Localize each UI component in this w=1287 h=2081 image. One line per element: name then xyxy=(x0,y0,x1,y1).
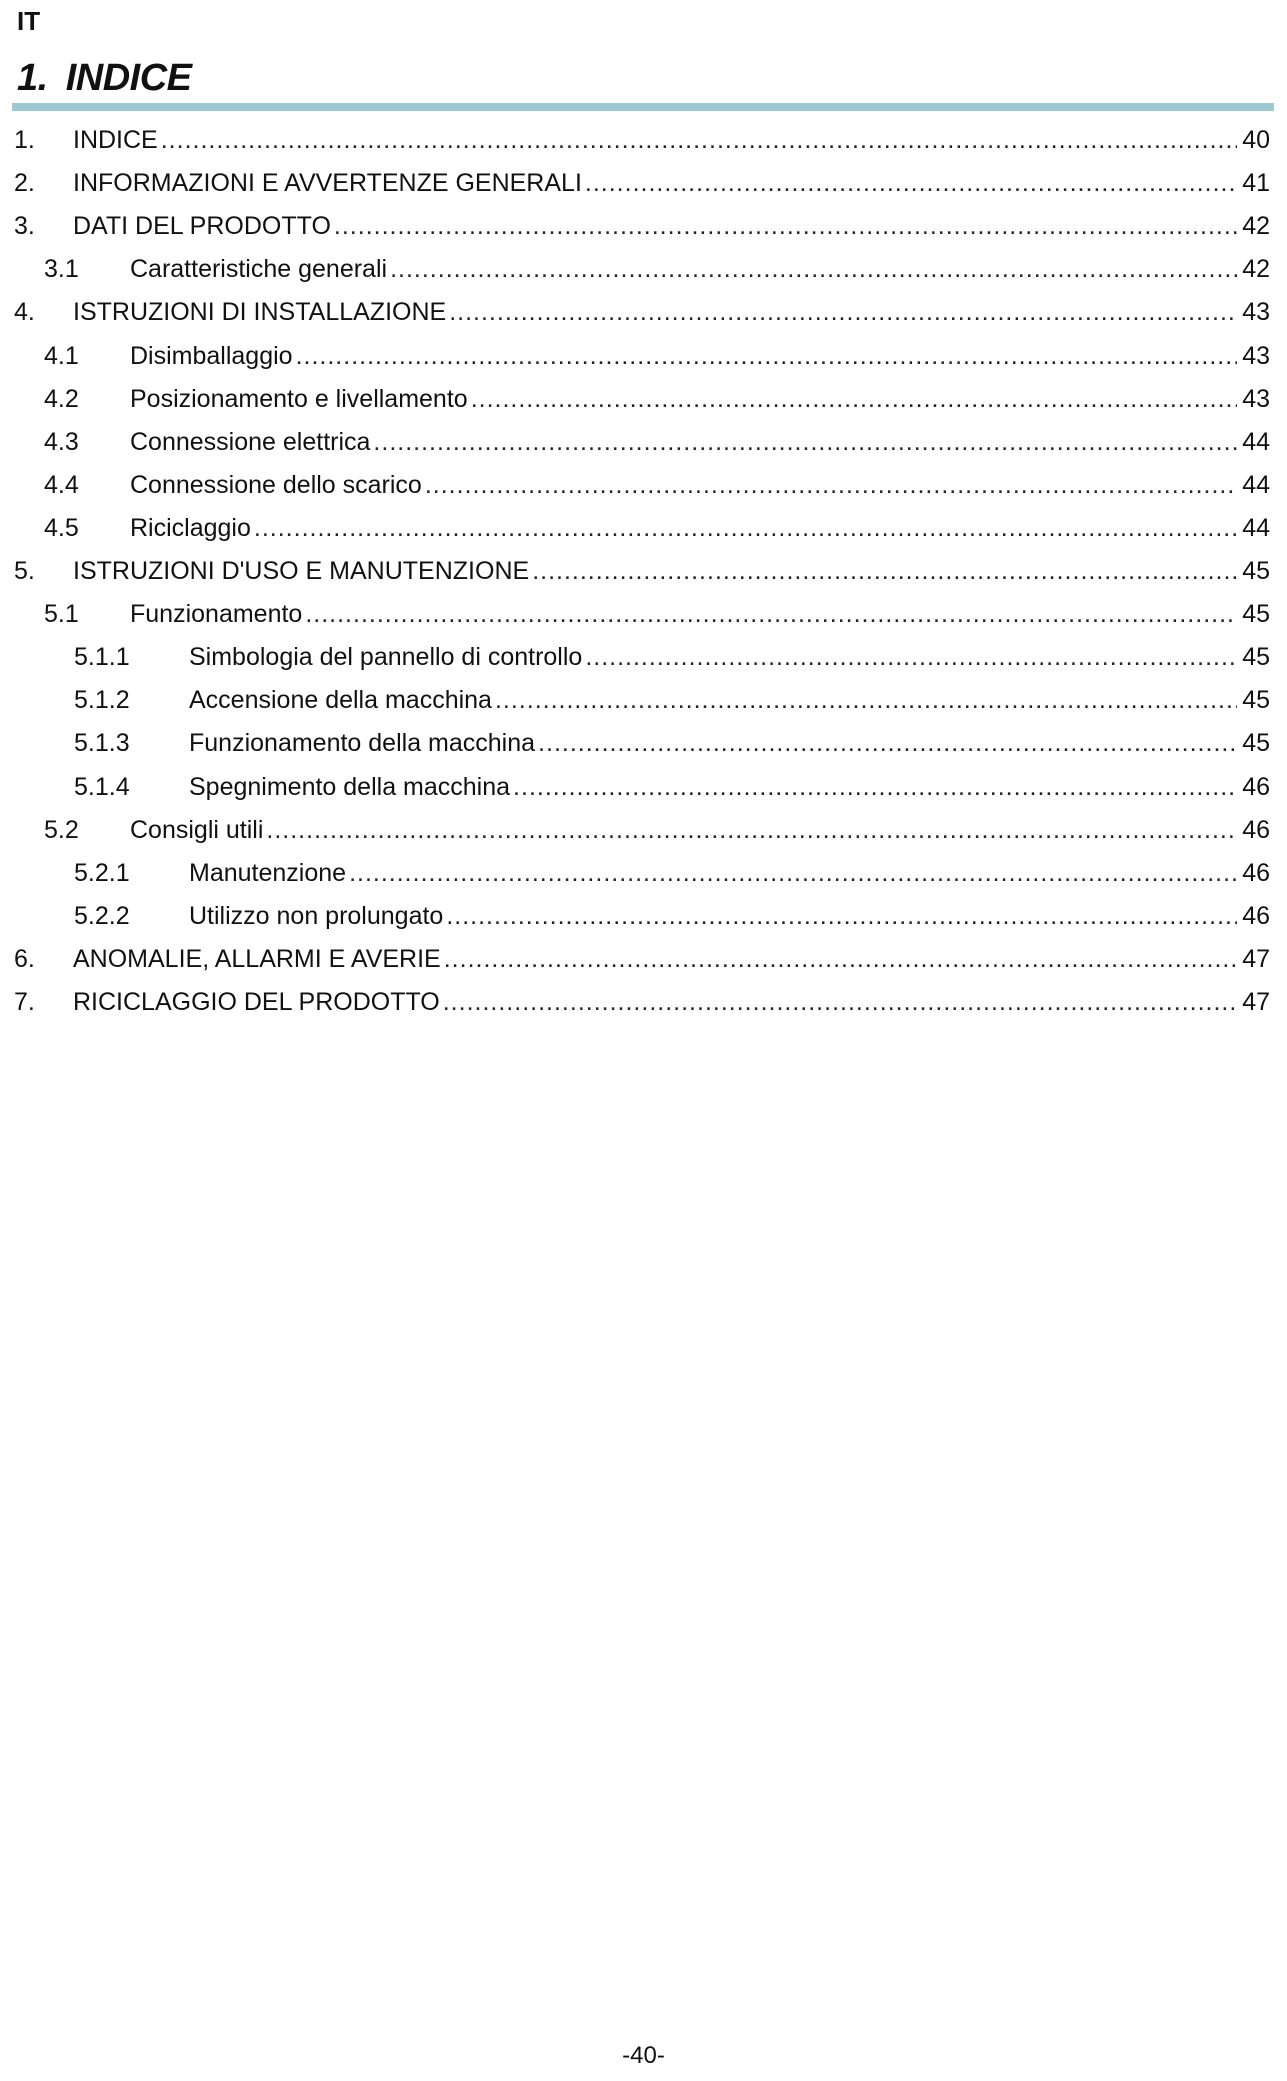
toc-entry[interactable] xyxy=(14,119,1270,162)
toc-entry-label: Manutenzione xyxy=(189,858,347,887)
toc-dot-leader xyxy=(425,464,1237,507)
toc-entry[interactable] xyxy=(44,248,1270,291)
toc-dot-leader xyxy=(585,162,1237,205)
toc-dot-leader xyxy=(449,291,1237,334)
toc-entry-label: ISTRUZIONI DI INSTALLAZIONE xyxy=(73,298,447,327)
toc-entry-label: ISTRUZIONI D'USO E MANUTENZIONE xyxy=(73,557,530,585)
toc-dot-leader xyxy=(513,766,1237,809)
toc-entry-label: DATI DEL PRODOTTO xyxy=(73,212,331,241)
toc-entry[interactable] xyxy=(14,162,1270,205)
toc-entry[interactable] xyxy=(14,291,1270,334)
toc-dot-leader xyxy=(254,507,1237,550)
toc-entry-number: 5.2.2 xyxy=(74,901,130,930)
toc-entry-page: 45 xyxy=(1242,686,1270,715)
toc-entry[interactable] xyxy=(74,679,1270,722)
toc-entry[interactable] xyxy=(14,205,1270,248)
toc-entry-number: 4.2 xyxy=(44,384,79,413)
toc-entry-label: ANOMALIE, ALLARMI E AVERIE xyxy=(73,944,441,973)
toc-entry-label: Accensione della macchina xyxy=(189,686,492,715)
toc-entry-number: 4.4 xyxy=(44,470,79,499)
toc-entry-page: 47 xyxy=(1242,944,1270,973)
toc-entry[interactable] xyxy=(44,421,1270,464)
toc-entry-label: Funzionamento della macchina xyxy=(189,729,536,758)
toc-entry-page: 46 xyxy=(1242,772,1270,801)
toc-entry-label: Disimballaggio xyxy=(130,341,293,370)
toc-entry-number: 7. xyxy=(14,988,35,1016)
section-number: 1. xyxy=(17,57,48,99)
toc-entry-label: Simbologia del pannello di controllo xyxy=(189,643,583,672)
toc-entry[interactable] xyxy=(74,722,1270,765)
toc-entry-page: 43 xyxy=(1242,298,1270,327)
toc-entry-number: 4.3 xyxy=(44,427,79,456)
toc-entry-label: Consigli utili xyxy=(130,815,264,844)
toc-entry-page: 43 xyxy=(1242,341,1270,370)
toc-entry-number: 5.2.1 xyxy=(74,858,130,887)
title-rule xyxy=(12,103,1274,111)
toc-entry-page: 47 xyxy=(1242,988,1270,1016)
toc-dot-leader xyxy=(495,679,1237,722)
toc-entry-label: INFORMAZIONI E AVVERTENZE GENERALI xyxy=(73,169,582,198)
toc-entry-page: 45 xyxy=(1242,600,1270,629)
toc-entry-label: Riciclaggio xyxy=(130,513,251,542)
toc-entry[interactable] xyxy=(44,507,1270,550)
toc-entry-page: 44 xyxy=(1242,427,1270,456)
toc-dot-leader xyxy=(334,205,1237,248)
toc-entry-label: Utilizzo non prolungato xyxy=(189,901,444,930)
toc-entry-page: 40 xyxy=(1242,126,1270,154)
toc-entry-page: 46 xyxy=(1242,815,1270,844)
language-code: IT xyxy=(17,6,41,36)
toc-entry-number: 4.1 xyxy=(44,341,79,370)
toc-entry-label: INDICE xyxy=(73,126,158,154)
toc-dot-leader xyxy=(585,636,1237,679)
toc-entry-page: 45 xyxy=(1242,643,1270,672)
toc-dot-leader xyxy=(446,895,1237,938)
toc-dot-leader xyxy=(443,981,1237,1024)
toc-entry-number: 2. xyxy=(14,169,35,198)
toc-dot-leader xyxy=(373,421,1237,464)
toc-dot-leader xyxy=(538,722,1237,765)
toc-entry-page: 41 xyxy=(1242,169,1270,198)
toc-entry-page: 45 xyxy=(1242,557,1270,585)
toc-entry-number: 3.1 xyxy=(44,255,79,284)
toc-entry-label: Connessione elettrica xyxy=(130,427,371,456)
toc-dot-leader xyxy=(444,938,1237,981)
toc-entry[interactable] xyxy=(14,550,1270,593)
toc-dot-leader xyxy=(532,550,1237,593)
toc-dot-leader xyxy=(161,119,1237,162)
section-title-text: INDICE xyxy=(65,57,192,99)
toc-dot-leader xyxy=(266,809,1237,852)
toc-entry-page: 44 xyxy=(1242,513,1270,542)
toc-entry[interactable] xyxy=(44,378,1270,421)
toc-entry[interactable] xyxy=(44,809,1270,852)
toc-entry[interactable] xyxy=(44,593,1270,636)
toc-entry-number: 3. xyxy=(14,212,35,241)
toc-dot-leader xyxy=(305,593,1237,636)
toc-dot-leader xyxy=(471,378,1237,421)
toc-dot-leader xyxy=(296,335,1237,378)
toc-entry[interactable] xyxy=(74,852,1270,895)
toc-entry-page: 45 xyxy=(1242,729,1270,758)
toc-entry-page: 42 xyxy=(1242,255,1270,284)
section-title xyxy=(17,56,192,100)
toc-entry-number: 4.5 xyxy=(44,513,79,542)
toc-entry[interactable] xyxy=(74,766,1270,809)
toc-entry[interactable] xyxy=(14,938,1270,981)
page-number: -40- xyxy=(622,2042,665,2069)
toc-entry-number: 1. xyxy=(14,126,35,154)
toc-entry-number: 5.1.3 xyxy=(74,729,130,758)
toc-entry-page: 44 xyxy=(1242,470,1270,499)
toc-entry[interactable] xyxy=(74,636,1270,679)
toc-entry[interactable] xyxy=(74,895,1270,938)
toc-entry-number: 6. xyxy=(14,944,35,973)
toc-entry-label: RICICLAGGIO DEL PRODOTTO xyxy=(73,988,440,1016)
toc-entry[interactable] xyxy=(44,335,1270,378)
toc-entry-number: 5.1.4 xyxy=(74,772,130,801)
toc-entry-number: 5.1.1 xyxy=(74,643,130,672)
toc-dot-leader xyxy=(349,852,1237,895)
toc-entry[interactable] xyxy=(14,981,1270,1024)
toc-entry-label: Caratteristiche generali xyxy=(130,255,388,284)
toc-entry-number: 5.1 xyxy=(44,600,79,629)
toc-entry-page: 46 xyxy=(1242,858,1270,887)
toc-entry-number: 5. xyxy=(14,557,35,585)
toc-entry-label: Posizionamento e livellamento xyxy=(130,384,468,413)
toc-entry-page: 43 xyxy=(1242,384,1270,413)
toc-entry-label: Spegnimento della macchina xyxy=(189,772,511,801)
toc-entry-label: Funzionamento xyxy=(130,600,303,629)
toc-entry-number: 5.2 xyxy=(44,815,79,844)
toc-entry[interactable] xyxy=(44,464,1270,507)
toc-entry-page: 46 xyxy=(1242,901,1270,930)
toc-entry-page: 42 xyxy=(1242,212,1270,241)
toc-entry-number: 4. xyxy=(14,298,35,327)
toc-entry-number: 5.1.2 xyxy=(74,686,130,715)
toc-entry-label: Connessione dello scarico xyxy=(130,470,422,499)
toc-dot-leader xyxy=(390,248,1237,291)
